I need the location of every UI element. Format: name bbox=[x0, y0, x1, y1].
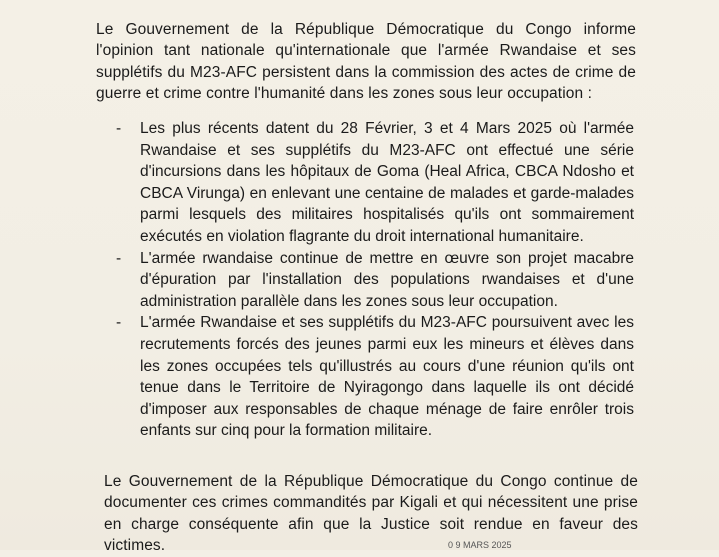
list-item-text: L'armée rwandaise continue de mettre en œuvre son projet macabre d'épuration par l'installation des populations rwandaises et d'une administration parallèle dans les zones sous leur occupation. bbox=[140, 249, 634, 310]
date-stamp: 0 9 MARS 2025 bbox=[448, 541, 512, 550]
list-item bbox=[112, 312, 634, 442]
list-item-text: L'armée Rwandaise et ses supplétifs du M23-AFC poursuivent avec les recrutements forcés des jeunes parmi eux les mineurs et élèves dans les zones occupées tels qu'illustrés au cours d'une réunion qu'ils ont tenue dans le Territoire de Nyiragongo dans laquelle ils ont décidé d'imposer aux responsables de chaque ménage de faire enrôler trois enfants sur cinq pour la formation militaire. bbox=[140, 314, 634, 440]
list-item bbox=[112, 248, 634, 313]
bullet-dash: - bbox=[116, 314, 122, 332]
bullet-dash: - bbox=[116, 120, 122, 137]
list-item bbox=[112, 118, 634, 248]
incident-list bbox=[112, 118, 634, 442]
closing-paragraph: Le Gouvernement de la République Démocratique du Congo continue de documenter ces crimes commandités par Kigali et qui nécessitent une prise en charge conséquente afin que la Justice soit rendue en faveur des victimes. bbox=[104, 472, 638, 554]
list-item-text: Les plus récents datent du 28 Février, 3 et 4 Mars 2025 où l'armée Rwandaise et ses supplétifs du M23-AFC ont effectué une série d'incursions dans les hôpitaux de Goma (Heal Africa, CBCA Ndosho et CBCA Virunga) en enlevant une centaine de malades et garde-malades parmi lesquels des militaires hospitalisés qu'ils ont sommairement exécutés en violation flagrante du droit international humanitaire. bbox=[140, 120, 634, 245]
bullet-dash: - bbox=[116, 249, 122, 267]
intro-paragraph: Le Gouvernement de la République Démocratique du Congo informe l'opinion tant nationale qu'internationale que l'armée Rwandaise et ses supplétifs du M23-AFC persistent dans la commission des actes de crime de guerre et crime contre l'humanité dans les zones sous leur occupation : bbox=[96, 20, 636, 102]
